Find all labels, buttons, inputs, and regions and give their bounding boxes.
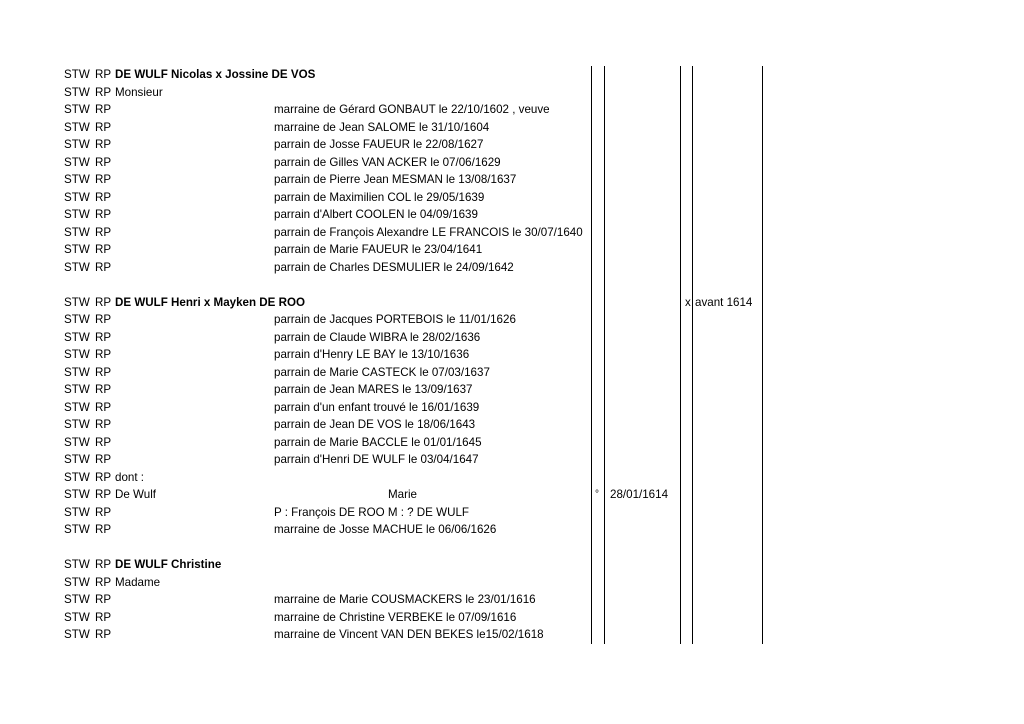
entry-name: DE WULF Nicolas x Jossine DE VOS bbox=[115, 68, 316, 81]
entry-description: marraine de Gérard GONBAUT le 22/10/1602 , veuve bbox=[274, 103, 550, 116]
record-row bbox=[0, 381, 1024, 399]
column-stw: STW bbox=[64, 348, 90, 361]
column-rp: RP bbox=[95, 488, 112, 501]
column-rp: RP bbox=[95, 330, 112, 344]
column-rp: RP bbox=[95, 190, 112, 204]
column-stw: STW bbox=[64, 138, 90, 151]
record-row bbox=[0, 259, 1024, 277]
column-stw: STW bbox=[64, 295, 90, 309]
column-stw: STW bbox=[64, 120, 90, 134]
column-rp: RP bbox=[95, 225, 112, 239]
column-stw: STW bbox=[64, 470, 90, 484]
column-rp: RP bbox=[95, 610, 112, 624]
column-rp: RP bbox=[95, 558, 112, 571]
record-row bbox=[0, 346, 1024, 364]
record-row bbox=[0, 609, 1024, 627]
entry-description: parrain de Marie FAUEUR le 23/04/1641 bbox=[274, 243, 483, 256]
column-rp: RP bbox=[95, 365, 112, 379]
record-row bbox=[0, 399, 1024, 417]
column-stw: STW bbox=[64, 453, 90, 466]
entry-given-name: Marie bbox=[388, 488, 417, 501]
column-rp: RP bbox=[95, 120, 112, 134]
column-stw: STW bbox=[64, 260, 90, 274]
record-row bbox=[0, 154, 1024, 172]
column-stw: STW bbox=[64, 365, 90, 379]
column-rp: RP bbox=[95, 435, 112, 449]
entry-description: parrain de Josse FAUEUR le 22/08/1627 bbox=[274, 138, 484, 151]
record-row bbox=[0, 364, 1024, 382]
entry-description: marraine de Vincent VAN DEN BEKES le15/02/1618 bbox=[274, 628, 544, 641]
column-stw: STW bbox=[64, 523, 90, 536]
column-rp: RP bbox=[95, 418, 112, 431]
entry-description: parrain de Jean MARES le 13/09/1637 bbox=[274, 383, 473, 396]
entry-description: parrain de Claude WIBRA le 28/02/1636 bbox=[274, 330, 481, 344]
column-stw: STW bbox=[64, 173, 90, 186]
record-row bbox=[0, 84, 1024, 102]
entry-description: parrain d'Henri DE WULF le 03/04/1647 bbox=[274, 453, 479, 466]
entry-description: P : François DE ROO M : ? DE WULF bbox=[274, 505, 469, 519]
column-rp: RP bbox=[95, 208, 112, 221]
entry-description: parrain de Pierre Jean MESMAN le 13/08/1637 bbox=[274, 173, 517, 186]
record-row bbox=[0, 626, 1024, 644]
record-row bbox=[0, 469, 1024, 487]
record-row bbox=[0, 136, 1024, 154]
record-row bbox=[0, 504, 1024, 522]
column-rp: RP bbox=[95, 103, 112, 116]
column-rp: RP bbox=[95, 295, 112, 309]
entry-name: De Wulf bbox=[115, 488, 157, 501]
column-stw: STW bbox=[64, 558, 90, 571]
column-rp: RP bbox=[95, 85, 112, 99]
record-row bbox=[0, 66, 1024, 84]
column-stw: STW bbox=[64, 383, 90, 396]
record-row bbox=[0, 311, 1024, 329]
record-row bbox=[0, 189, 1024, 207]
column-stw: STW bbox=[64, 103, 90, 116]
entry-name: dont : bbox=[115, 470, 145, 484]
column-stw: STW bbox=[64, 418, 90, 431]
record-row bbox=[0, 206, 1024, 224]
column-rp: RP bbox=[95, 400, 112, 414]
entry-name: Madame bbox=[115, 575, 161, 589]
column-rp: RP bbox=[95, 523, 112, 536]
entry-name: Monsieur bbox=[115, 85, 163, 99]
column-stw: STW bbox=[64, 575, 90, 589]
birth-marker: ° bbox=[595, 489, 599, 500]
column-stw: STW bbox=[64, 155, 90, 169]
record-row bbox=[0, 416, 1024, 434]
column-stw: STW bbox=[64, 330, 90, 344]
record-row bbox=[0, 451, 1024, 469]
column-rp: RP bbox=[95, 575, 112, 589]
column-stw: STW bbox=[64, 435, 90, 449]
record-row bbox=[0, 241, 1024, 259]
entry-description: marraine de Christine VERBEKE le 07/09/1616 bbox=[274, 610, 517, 624]
column-rp: RP bbox=[95, 243, 112, 256]
column-stw: STW bbox=[64, 628, 90, 641]
entry-description: parrain d'Albert COOLEN le 04/09/1639 bbox=[274, 208, 478, 221]
entry-name: DE WULF Christine bbox=[115, 558, 222, 571]
column-rp: RP bbox=[95, 68, 112, 81]
column-stw: STW bbox=[64, 225, 90, 239]
column-stw: STW bbox=[64, 400, 90, 414]
entry-description: parrain de Marie BACCLE le 01/01/1645 bbox=[274, 435, 482, 449]
column-rp: RP bbox=[95, 348, 112, 361]
column-rp: RP bbox=[95, 173, 112, 186]
column-rp: RP bbox=[95, 313, 112, 326]
record-row bbox=[0, 294, 1024, 312]
column-stw: STW bbox=[64, 68, 90, 81]
column-rp: RP bbox=[95, 505, 112, 519]
column-stw: STW bbox=[64, 488, 90, 501]
record-row bbox=[0, 434, 1024, 452]
column-rp: RP bbox=[95, 138, 112, 151]
entry-description: marraine de Marie COUSMACKERS le 23/01/1616 bbox=[274, 593, 536, 606]
column-rp: RP bbox=[95, 383, 112, 396]
entry-description: parrain de François Alexandre LE FRANCOIS le 30/07/1640 bbox=[274, 225, 583, 239]
record-row bbox=[0, 171, 1024, 189]
record-row bbox=[0, 119, 1024, 137]
record-row bbox=[0, 101, 1024, 119]
entry-description: parrain d'un enfant trouvé le 16/01/1639 bbox=[274, 400, 480, 414]
entry-description: parrain de Marie CASTECK le 07/03/1637 bbox=[274, 365, 490, 379]
record-row bbox=[0, 591, 1024, 609]
entry-description: marraine de Jean SALOME le 31/10/1604 bbox=[274, 120, 490, 134]
column-rp: RP bbox=[95, 155, 112, 169]
column-stw: STW bbox=[64, 243, 90, 256]
entry-description: parrain de Charles DESMULIER le 24/09/1642 bbox=[274, 260, 514, 274]
column-stw: STW bbox=[64, 190, 90, 204]
record-row bbox=[0, 329, 1024, 347]
marriage-marker: x bbox=[685, 295, 691, 309]
column-stw: STW bbox=[64, 208, 90, 221]
entry-name: DE WULF Henri x Mayken DE ROO bbox=[115, 295, 306, 309]
entry-description: marraine de Josse MACHUE le 06/06/1626 bbox=[274, 523, 497, 536]
column-stw: STW bbox=[64, 505, 90, 519]
record-row bbox=[0, 521, 1024, 539]
column-stw: STW bbox=[64, 610, 90, 624]
entry-description: parrain de Jacques PORTEBOIS le 11/01/1626 bbox=[274, 313, 516, 326]
column-stw: STW bbox=[64, 85, 90, 99]
column-rp: RP bbox=[95, 470, 112, 484]
entry-description: parrain de Maximilien COL le 29/05/1639 bbox=[274, 190, 485, 204]
blank-row bbox=[0, 539, 1024, 557]
birth-date: 28/01/1614 bbox=[610, 488, 669, 501]
column-stw: STW bbox=[64, 593, 90, 606]
column-rp: RP bbox=[95, 260, 112, 274]
record-row bbox=[0, 574, 1024, 592]
record-row bbox=[0, 486, 1024, 504]
blank-row bbox=[0, 276, 1024, 294]
column-rp: RP bbox=[95, 593, 112, 606]
column-rp: RP bbox=[95, 453, 112, 466]
record-row bbox=[0, 224, 1024, 242]
column-stw: STW bbox=[64, 313, 90, 326]
column-rp: RP bbox=[95, 628, 112, 641]
marriage-date: avant 1614 bbox=[695, 295, 753, 309]
entry-description: parrain d'Henry LE BAY le 13/10/1636 bbox=[274, 348, 470, 361]
record-row bbox=[0, 556, 1024, 574]
entry-description: parrain de Gilles VAN ACKER le 07/06/1629 bbox=[274, 155, 501, 169]
entry-description: parrain de Jean DE VOS le 18/06/1643 bbox=[274, 418, 476, 431]
